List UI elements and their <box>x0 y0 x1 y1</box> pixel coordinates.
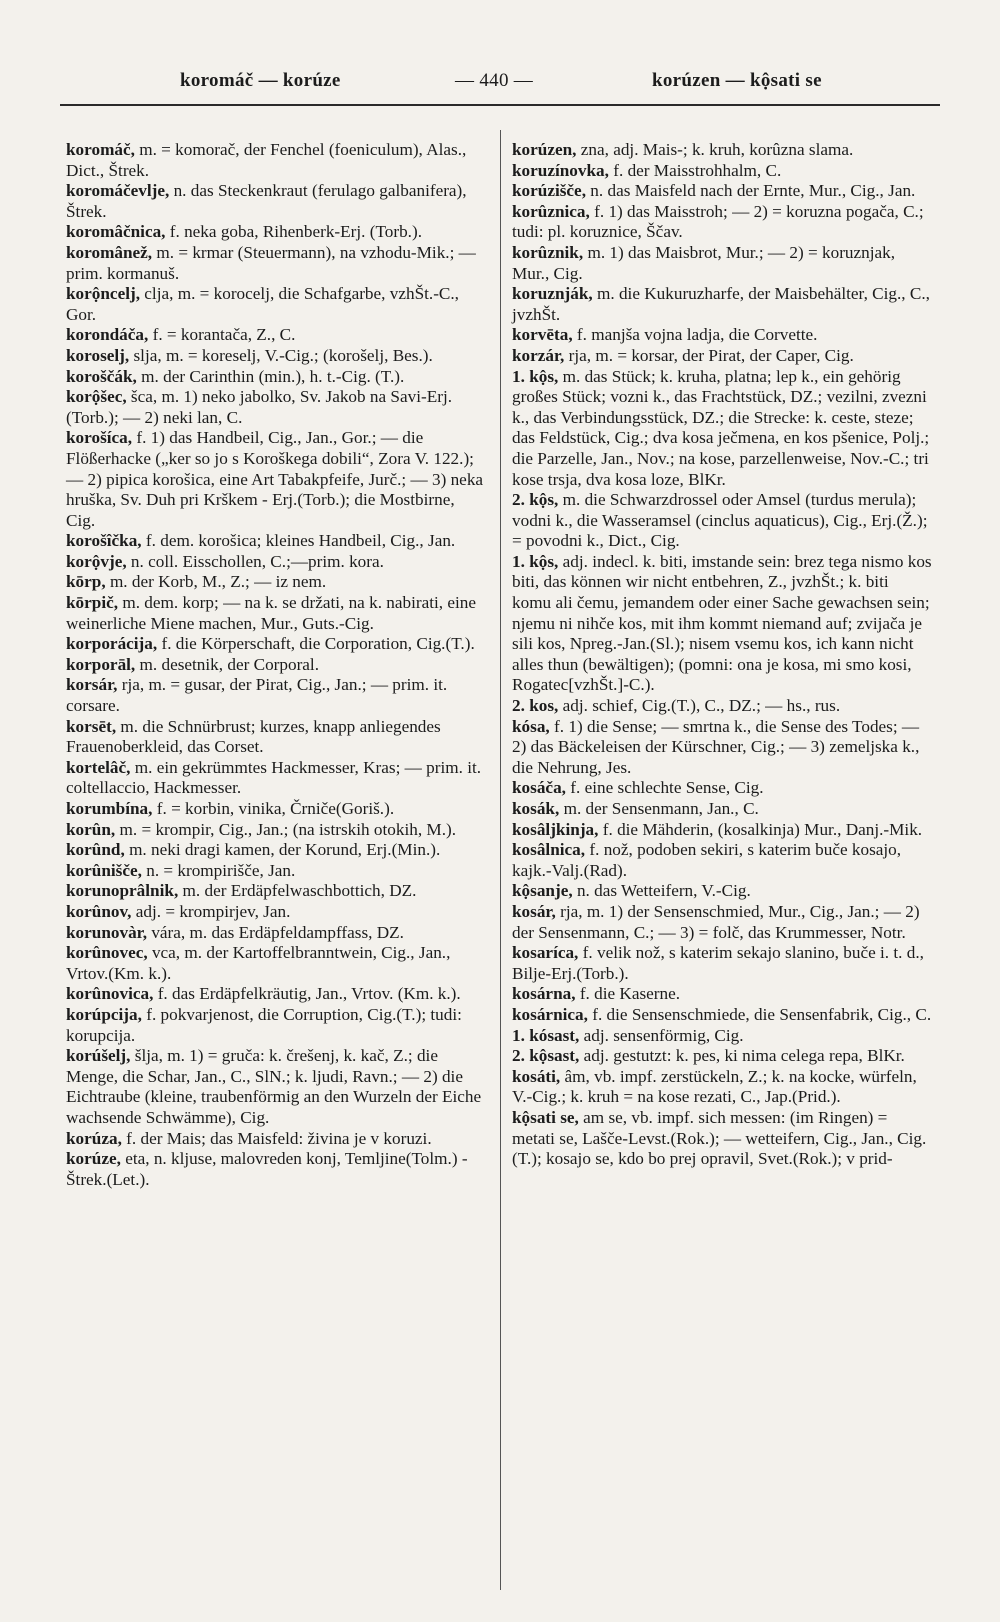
entry-headword: koromáč, <box>66 140 135 159</box>
entry-headword: korunovàr, <box>66 922 148 942</box>
dictionary-entry <box>66 593 486 634</box>
entry-definition: f. 1) die Sense; — smrtna k., die Sense des Todes; — 2) das Bäckeleisen der Kürschner, Cig.; — 3) zemeljska k., die Nehrung, Jes. <box>512 716 920 777</box>
dictionary-entry <box>512 552 932 696</box>
entry-headword: koroselj, <box>66 345 130 365</box>
entry-headword: koromâčnica, <box>66 222 166 242</box>
entry-definition: m. ein gekrümmtes Hackmesser, Kras; — prim. it. coltellaccio, Hackmesser. <box>66 757 482 798</box>
entry-headword: korumbína, <box>66 799 153 818</box>
dictionary-entry <box>512 181 932 202</box>
dictionary-entry <box>66 140 486 181</box>
entry-headword: kộsati se, <box>512 1107 579 1127</box>
dictionary-entry <box>512 325 932 346</box>
entry-definition: slja, m. = koreselj, V.-Cig.; (korošelj, Bes.). <box>129 345 433 365</box>
entry-headword: korûnd, <box>66 840 125 860</box>
entry-headword: korộncelj, <box>66 284 140 304</box>
entry-headword: korûnišče, <box>66 860 142 880</box>
dictionary-entry <box>512 984 932 1005</box>
entry-definition: m. desetnik, der Corporal. <box>135 654 320 674</box>
entry-headword: 1. kộs, <box>512 551 559 571</box>
entry-headword: korzár, <box>512 345 565 365</box>
entry-definition: m. das Stück; k. kruha, platna; lep k., ein gehörig großes Stück; vozni k., das Frachtstück, DZ.; vezilni, zvezni k., das Verbindungsstück, DZ.; die Strecke: k. ceste, steze; das Feldstück, Cig.; dva kosa ječmena, en kos pšenice, Polj.; die Parzelle, Jan., Nov.; na kose, parzellenweise, Nov.-C.; tri kose trsja, dva kosa loze, BlKr. <box>512 366 930 489</box>
dictionary-entry <box>512 202 932 243</box>
dictionary-entry <box>512 346 932 367</box>
entry-headword: kosaríca, <box>512 943 579 963</box>
dictionary-entry <box>66 758 486 799</box>
entry-definition: šca, m. 1) neko jabolko, Sv. Jakob na Savi-Erj.(Torb.); — 2) neki lan, C. <box>66 387 453 427</box>
entry-headword: korunoprâlnik, <box>66 881 179 901</box>
entry-definition: n. = krompirišče, Jan. <box>141 860 296 880</box>
dictionary-entry <box>512 140 932 161</box>
entry-definition: f. neka goba, Rihenberk-Erj. (Torb.). <box>165 222 422 242</box>
entry-definition: f. pokvarjenost, die Corruption, Cig.(T.); tudi: korupcija. <box>66 1004 462 1045</box>
entry-definition: f. die Körperschaft, die Corporation, Cig.(T.). <box>157 634 475 654</box>
entry-headword: kosárna, <box>512 984 576 1004</box>
entry-definition: f. der Mais; das Maisfeld: živina je v koruzi. <box>121 1128 432 1148</box>
header-left-range: koromáč — korúze <box>180 70 341 91</box>
entry-headword: kōrpič, <box>66 593 119 613</box>
entry-headword: korporácija, <box>66 634 158 654</box>
entry-headword: kosár, <box>512 901 556 921</box>
dictionary-entry <box>512 696 932 717</box>
dictionary-entry <box>512 820 932 841</box>
entry-definition: m. die Kukuruzharfe, der Maisbehälter, Cig., C., jvzhŠt. <box>512 284 930 324</box>
entry-headword: koromáčevlje, <box>66 181 170 201</box>
dictionary-entry <box>66 820 486 841</box>
entry-definition: n. das Maisfeld nach der Ernte, Mur., Cig., Jan. <box>586 181 916 201</box>
entry-definition: adj. gestutzt: k. pes, ki nima celega repa, BlKr. <box>579 1046 905 1066</box>
entry-definition: f. das Erdäpfelkräutig, Jan., Vrtov. (Km. k.). <box>153 984 461 1004</box>
dictionary-entry <box>512 881 932 902</box>
entry-definition: m. dem. korp; — na k. se držati, na k. nabirati, eine weinerliche Miene machen, Mur., Guts.-Cig. <box>66 593 477 633</box>
header-right-range: korúzen — kộsati se <box>652 70 822 91</box>
entry-definition: adj. = krompirjev, Jan. <box>131 901 291 921</box>
entry-definition: m. der Erdäpfelwaschbottich, DZ. <box>178 881 417 901</box>
entry-definition: rja, m. = gusar, der Pirat, Cig., Jan.; — prim. it. corsare. <box>66 675 448 716</box>
dictionary-entry <box>66 1129 486 1150</box>
dictionary-entry <box>66 181 486 222</box>
entry-headword: 2. kos, <box>512 696 559 716</box>
entry-definition: m. = krompir, Cig., Jan.; (na istrskih otokih, M.). <box>115 819 457 839</box>
entry-headword: korošîčka, <box>66 531 142 551</box>
dictionary-entry <box>66 346 486 367</box>
dictionary-entry <box>66 634 486 655</box>
entry-definition: vca, m. der Kartoffelbranntwein, Cig., Jan., Vrtov.(Km. k.). <box>66 943 451 983</box>
entry-definition: m. die Schwarzdrossel oder Amsel (turdus merula); vodni k., die Wasseramsel (cinclus aquaticus), Cig., Erj.(Ž.); = povodni k., Dict., Cig. <box>512 490 928 551</box>
entry-headword: korûznik, <box>512 242 584 262</box>
entry-definition: f. eine schlechte Sense, Cig. <box>565 778 764 798</box>
page-header <box>60 70 940 100</box>
entry-headword: kōrp, <box>66 572 106 592</box>
entry-headword: korporāl, <box>66 654 136 674</box>
dictionary-entry <box>512 1046 932 1067</box>
dictionary-entry <box>512 284 932 325</box>
entry-headword: korsár, <box>66 675 118 695</box>
dictionary-entry <box>512 367 932 491</box>
dictionary-entry <box>512 243 932 284</box>
entry-headword: korošíca, <box>66 428 133 448</box>
entry-headword: kộsanje, <box>512 881 573 901</box>
entry-definition: m. neki dragi kamen, der Korund, Erj.(Min.). <box>124 840 441 860</box>
dictionary-entry <box>512 1108 932 1170</box>
entry-definition: m. = krmar (Steuermann), na vzhodu-Mik.; — prim. kormanuš. <box>66 242 476 283</box>
left-column <box>66 140 486 1190</box>
dictionary-entry <box>66 367 486 388</box>
entry-definition: f. die Kaserne. <box>575 984 681 1004</box>
entry-headword: korûnovec, <box>66 943 148 963</box>
dictionary-entry <box>66 861 486 882</box>
dictionary-entry <box>66 902 486 923</box>
entry-headword: korúza, <box>66 1128 122 1148</box>
entry-definition: rja, m. 1) der Sensenschmied, Mur., Cig., Jan.; — 2) der Sensenmann, C.; — 3) = folč, das Krummesser, Notr. <box>512 901 920 942</box>
entry-headword: korúšelj, <box>66 1046 131 1066</box>
entry-definition: m. = komorač, der Fenchel (foeniculum), Alas., Dict., Štrek. <box>66 140 467 180</box>
dictionary-entry <box>512 490 932 552</box>
entry-headword: kortelâč, <box>66 757 131 777</box>
dictionary-entry <box>66 572 486 593</box>
entry-definition: m. die Schnürbrust; kurzes, knapp anliegendes Frauenoberkleid, das Corset. <box>66 716 441 757</box>
dictionary-entry <box>66 387 486 428</box>
dictionary-entry <box>66 1005 486 1046</box>
entry-definition: f. nož, podoben sekiri, s katerim buče kosajo, kajk.-Valj.(Rad). <box>512 840 902 880</box>
dictionary-entry <box>512 799 932 820</box>
dictionary-entry <box>66 840 486 861</box>
entry-headword: kosárnica, <box>512 1004 588 1024</box>
dictionary-entry <box>66 984 486 1005</box>
dictionary-entry <box>66 531 486 552</box>
dictionary-entry <box>66 284 486 325</box>
entry-definition: eta, n. kljuse, malovreden konj, Temljine(Tolm.) - Štrek.(Let.). <box>66 1149 468 1189</box>
entry-headword: kosâlnica, <box>512 840 586 860</box>
entry-headword: korúzišče, <box>512 181 586 201</box>
dictionary-entry <box>66 655 486 676</box>
entry-headword: kosáti, <box>512 1066 561 1086</box>
entry-definition: n. das Wetteifern, V.-Cig. <box>572 881 751 901</box>
dictionary-entry <box>66 675 486 716</box>
dictionary-entry <box>66 881 486 902</box>
column-divider <box>500 130 501 1590</box>
dictionary-entry <box>512 1067 932 1108</box>
entry-definition: f. der Maisstrohhalm, C. <box>608 160 782 180</box>
entry-headword: korúpcija, <box>66 1004 142 1024</box>
entry-definition: n. das Steckenkraut (ferulago galbanifera), Štrek. <box>66 181 467 221</box>
entry-headword: korsēt, <box>66 716 117 736</box>
entry-headword: korộvje, <box>66 551 127 571</box>
entry-definition: zna, adj. Mais-; k. kruh, korûzna slama. <box>576 140 854 159</box>
entry-definition: âm, vb. impf. zerstückeln, Z.; k. na kocke, würfeln, V.-Cig.; k. kruh = na kose rezati, C., Jap.(Prid.). <box>512 1066 917 1107</box>
entry-headword: koruzínovka, <box>512 160 609 180</box>
dictionary-entry <box>66 923 486 944</box>
dictionary-entry <box>66 1149 486 1190</box>
entry-definition: m. 1) das Maisbrot, Mur.; — 2) = koruznjak, Mur., Cig. <box>512 242 896 283</box>
entry-definition: adj. schief, Cig.(T.), C., DZ.; — hs., rus. <box>558 696 841 716</box>
dictionary-entry <box>66 717 486 758</box>
entry-definition: m. der Korb, M., Z.; — iz nem. <box>105 572 327 592</box>
right-column <box>512 140 932 1170</box>
dictionary-entry <box>512 161 932 182</box>
dictionary-entry <box>512 1005 932 1026</box>
entry-headword: korúzen, <box>512 140 577 159</box>
entry-definition: f. dem. korošica; kleines Handbeil, Cig., Jan. <box>141 531 456 551</box>
entry-definition: f. die Sensenschmiede, die Sensenfabrik, Cig., C. <box>587 1004 932 1024</box>
entry-definition: m. der Carinthin (min.), h. t.-Cig. (T.). <box>136 366 405 386</box>
entry-headword: kósa, <box>512 716 550 736</box>
entry-headword: kosák, <box>512 799 560 818</box>
entry-headword: korûn, <box>66 819 116 839</box>
entry-headword: koruznják, <box>512 284 593 304</box>
dictionary-entry <box>512 902 932 943</box>
entry-headword: kosâljkinja, <box>512 819 599 839</box>
dictionary-entry <box>512 778 932 799</box>
entry-headword: korvēta, <box>512 325 573 345</box>
dictionary-entry <box>66 428 486 531</box>
entry-headword: kosáča, <box>512 778 566 798</box>
dictionary-entry <box>512 840 932 881</box>
dictionary-entry <box>512 943 932 984</box>
entry-definition: vára, m. das Erdäpfeldampffass, DZ. <box>147 922 404 942</box>
entry-definition: f. = korbin, vinika, Črniče(Goriš.). <box>152 799 395 818</box>
header-rule <box>60 104 940 106</box>
dictionary-entry <box>66 222 486 243</box>
dictionary-entry <box>66 943 486 984</box>
entry-definition: f. manjša vojna ladja, die Corvette. <box>572 325 818 345</box>
page-number: — 440 — <box>455 70 534 91</box>
entry-headword: 2. kộs, <box>512 490 559 510</box>
entry-headword: 2. kộsast, <box>512 1046 580 1066</box>
dictionary-entry <box>66 1046 486 1128</box>
entry-headword: korúze, <box>66 1149 121 1169</box>
entry-definition: m. der Sensenmann, Jan., C. <box>559 799 759 818</box>
entry-definition: am se, vb. impf. sich messen: (im Ringen) = metati se, Lašče-Levst.(Rok.); — wetteifern, Cig., Jan., Cig.(T.); kosajo se, kdo bo prej opravil, Svet.(Rok.); v prid- <box>512 1107 927 1169</box>
dictionary-entry <box>66 799 486 820</box>
entry-headword: 1. kộs, <box>512 366 559 386</box>
entry-definition: šlja, m. 1) = gruča: k. črešenj, k. kač, Z.; die Menge, die Schar, Jan., C., SlN.; k. ljudi, Ravn.; — 2) die Eichtraube (kleine, traubenförmig an den Wurzeln der Eiche wachsende Schwämme), Cig. <box>66 1046 482 1127</box>
entry-definition: f. die Mähderin, (kosalkinja) Mur., Danj.-Mik. <box>598 819 923 839</box>
entry-headword: koromânež, <box>66 242 153 262</box>
dictionary-entry <box>66 325 486 346</box>
dictionary-entry <box>512 1026 932 1047</box>
entry-headword: korộšec, <box>66 387 127 407</box>
entry-headword: koroščák, <box>66 366 137 386</box>
dictionary-entry <box>66 243 486 284</box>
entry-headword: 1. kósast, <box>512 1025 580 1045</box>
entry-headword: korondáča, <box>66 325 149 345</box>
entry-definition: rja, m. = korsar, der Pirat, der Caper, Cig. <box>564 345 854 365</box>
entry-definition: f. 1) das Handbeil, Cig., Jan., Gor.; — die Flößerhacke („ker so jo s Koroškega dobili“, Zora V. 122.); — 2) pipica korošica, eine Art Tabakpfeife, Jurč.; — 3) neka hruška, Sv. Duh pri Krškem - Erj.(Torb.); die Mostbirne, Cig. <box>66 428 484 530</box>
entry-headword: korûznica, <box>512 201 590 221</box>
entry-definition: clja, m. = korocelj, die Schafgarbe, vzhŠt.-C., Gor. <box>66 284 459 324</box>
entry-definition: adj. sensenförmig, Cig. <box>579 1025 744 1045</box>
dictionary-entry <box>66 552 486 573</box>
entry-definition: f. = korantača, Z., C. <box>148 325 296 345</box>
entry-definition: adj. indecl. k. biti, imstande sein: brez tega nismo kos biti, das können wir nicht entbehren, Z., jvzhŠt.; k. biti komu ali čemu, jemandem oder einer Sache gewachsen sein; njemu ni nihče kos, mit ihm kommt niemand auf; zvijača je sili kos, Npreg.-Jan.(Sl.); nisem vsemu kos, ich kann nicht alles thun (bewältigen); (pomni: ona je kosa, mi smo kosi, Rogatec[vzhŠt.]-C.). <box>512 551 932 695</box>
dictionary-entry <box>512 717 932 779</box>
entry-definition: f. 1) das Maisstroh; — 2) = koruzna pogača, C.; tudi: pl. koruznice, Ščav. <box>512 201 924 242</box>
entry-headword: korûnovica, <box>66 984 154 1004</box>
entry-headword: korûnov, <box>66 901 132 921</box>
entry-definition: f. velik nož, s katerim sekajo slanino, buče i. t. d., Bilje-Erj.(Torb.). <box>512 943 924 983</box>
entry-definition: n. coll. Eisschollen, C.;—prim. kora. <box>126 551 384 571</box>
